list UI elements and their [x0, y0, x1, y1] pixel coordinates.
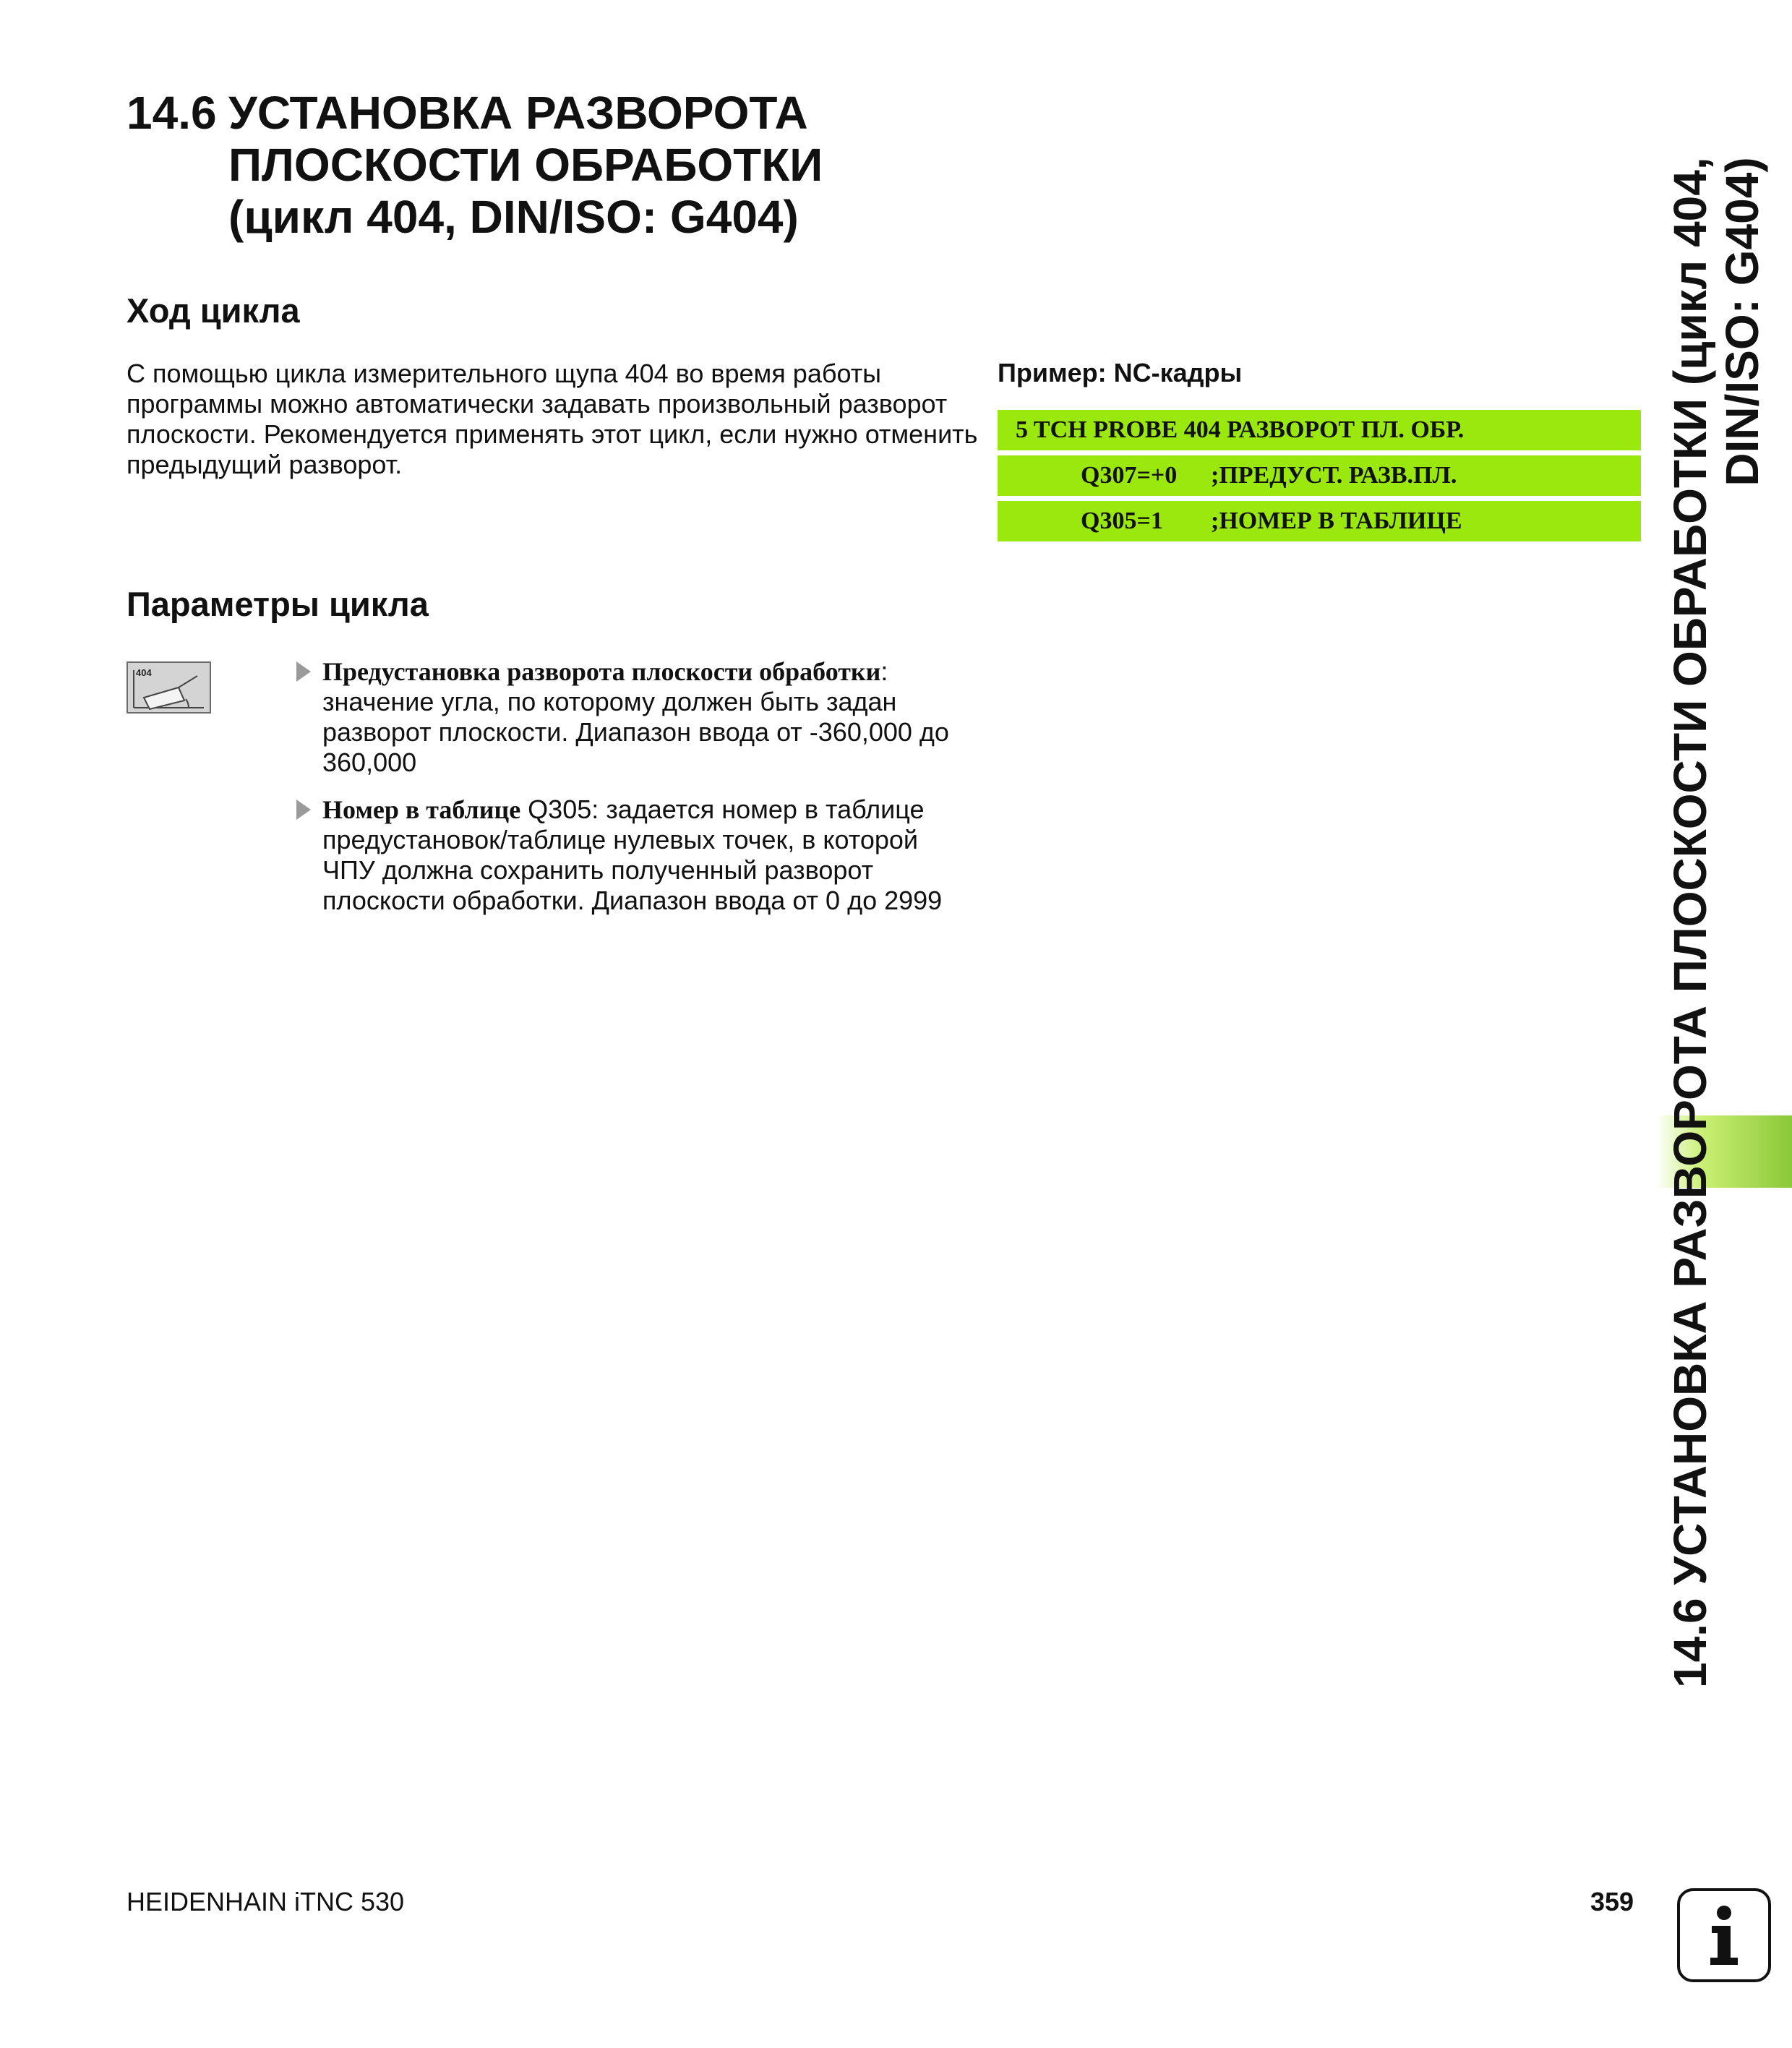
- page-number: 359: [1590, 1887, 1634, 1916]
- side-title-line-1: 14.6 УСТАНОВКА РАЗВОРОТА ПЛОСКОСТИ ОБРАБОТКИ (цикл 404,: [1664, 157, 1716, 1688]
- nc-code: 5 TCH PROBE 404 РАЗВОРОТ ПЛ. ОБР.: [1016, 416, 1465, 443]
- cycle-404-icon: [127, 661, 211, 714]
- nc-code: Q305=1: [1081, 507, 1163, 534]
- arrow-bullet-icon: [296, 661, 311, 682]
- title-line-2: ПЛОСКОСТИ ОБРАБОТКИ: [228, 139, 823, 191]
- cycle-icon-label: 404: [136, 667, 152, 678]
- title-line-3: (цикл 404, DIN/ISO: G404): [228, 191, 799, 243]
- param-preset-rotation: [296, 656, 976, 778]
- param-description: значение угла, по которому должен быть задан разворот плоскости. Диапазон ввода от -360,000 до 360,000: [322, 687, 949, 777]
- nc-comment: ;ПРЕДУСТ. РАЗВ.ПЛ.: [1211, 462, 1457, 489]
- nc-block-line-1: [998, 410, 1641, 450]
- nc-comment: ;НОМЕР В ТАБЛИЦЕ: [1211, 507, 1462, 534]
- nc-code: Q307=+0: [1081, 462, 1178, 489]
- example-label: Пример: NC-кадры: [998, 358, 1243, 387]
- param-table-number: [296, 794, 976, 916]
- param-name: Предустановка разворота плоскости обработки: [322, 657, 881, 686]
- arrow-bullet-icon: [296, 800, 311, 820]
- cycle-params-heading: Параметры цикла: [127, 585, 429, 623]
- footer-product: HEIDENHAIN iTNC 530: [127, 1887, 405, 1916]
- param-suffix: :: [880, 656, 888, 686]
- nc-block-line-2: [998, 455, 1641, 496]
- nc-block-line-3: [998, 501, 1641, 541]
- section-number: 14.6: [127, 87, 217, 139]
- param-name: Номер в таблице: [322, 795, 521, 824]
- side-title-line-2: DIN/ISO: G404): [1716, 157, 1768, 487]
- cycle-run-text: С помощью цикла измерительного щупа 404 во время работы программы можно автоматически задавать произвольный разворот плоскости. Рекомендуется применять этот цикл, если нужно отменить предыдущий разворот.: [127, 359, 978, 479]
- side-running-title: [1664, 157, 1768, 1688]
- title-line-1: УСТАНОВКА РАЗВОРОТА: [228, 87, 808, 139]
- info-icon: [1677, 1888, 1771, 1982]
- param-description: задается номер в таблице предустановок/таблице нулевых точек, в которой ЧПУ должна сохранить полученный разворот плоскости обработки. Диапазон ввода от 0 до 2999: [322, 794, 943, 915]
- param-suffix: Q305:: [520, 794, 599, 824]
- cycle-run-heading: Ход цикла: [127, 291, 300, 330]
